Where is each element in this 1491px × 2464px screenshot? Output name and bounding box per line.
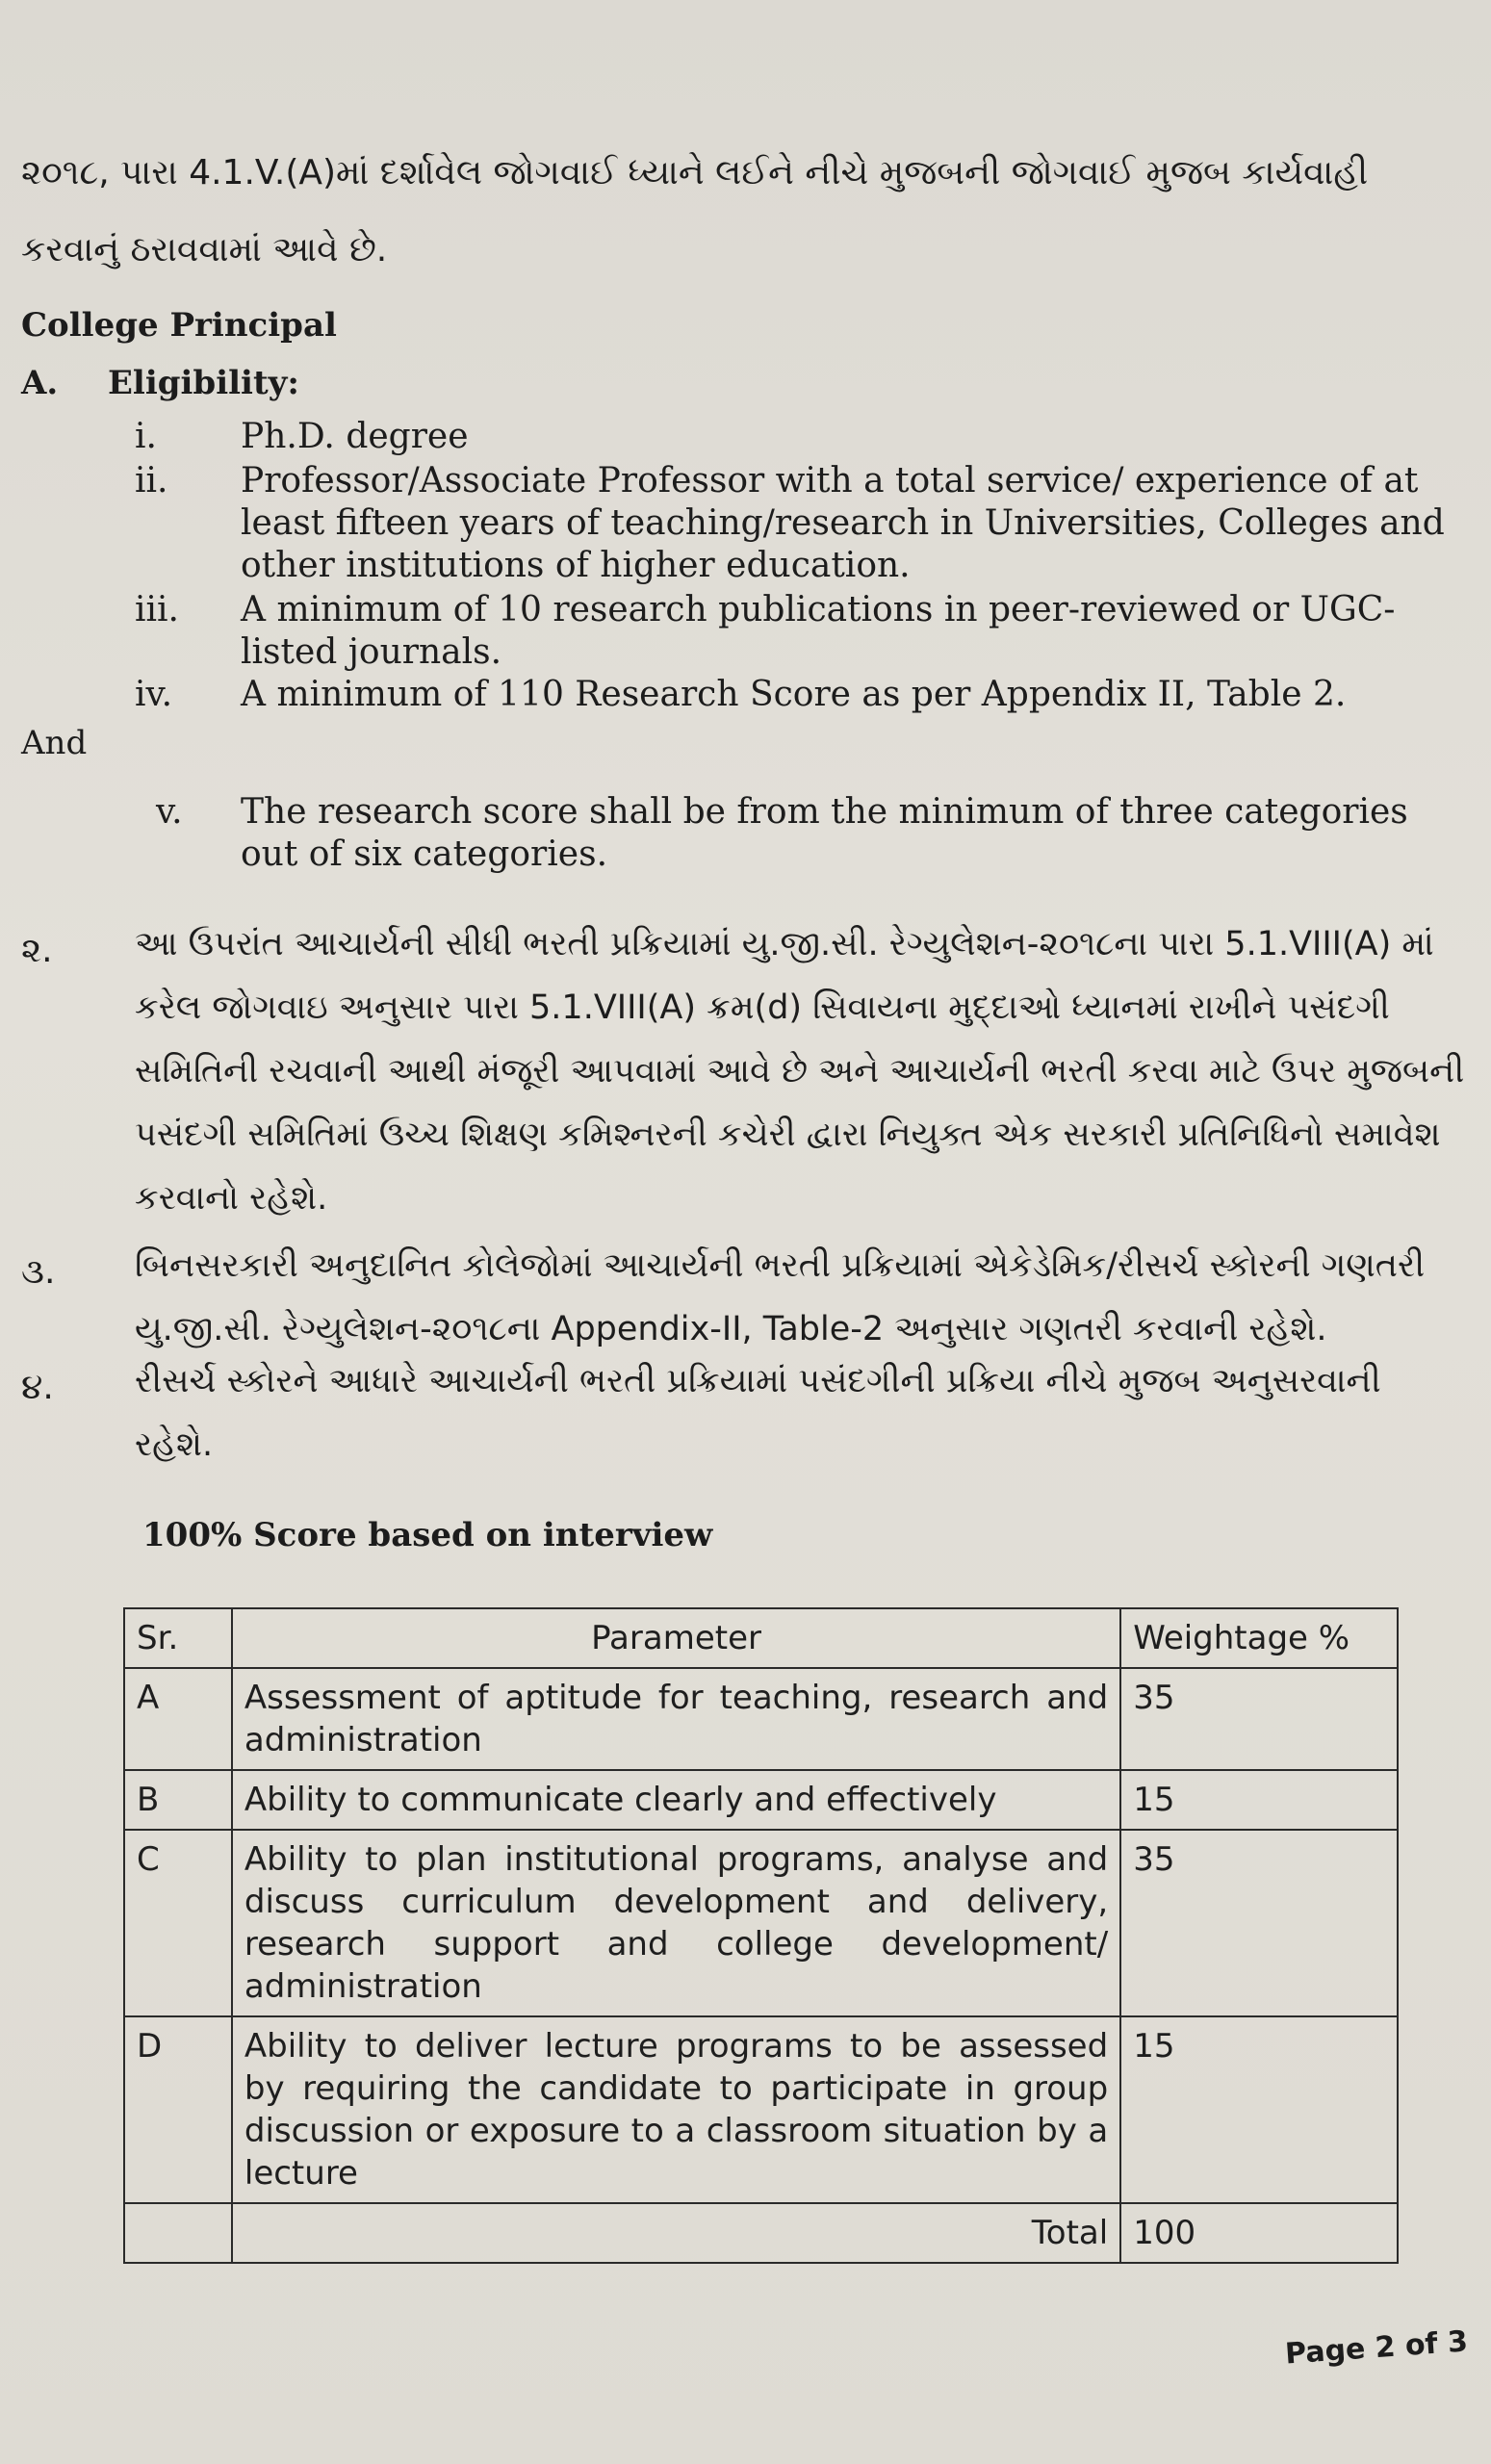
table-header-row: [124, 1608, 1398, 1668]
eligibility-label: A.: [21, 364, 59, 402]
cell-parameter: Assessment of aptitude for teaching, research and administration: [232, 1668, 1120, 1770]
and-connector: And: [21, 724, 88, 762]
cell-weightage: 15: [1120, 1770, 1398, 1830]
eligibility-item-text: A minimum of 10 research publications in peer-reviewed or UGC-listed journals.: [241, 590, 1396, 672]
total-value: 100: [1120, 2203, 1398, 2263]
table-row: [124, 1830, 1398, 2016]
header-sr: Sr.: [124, 1608, 232, 1668]
table-title: 100% Score based on interview: [142, 1516, 713, 1554]
paragraph-text: આ ઉપરાંત આચાર્યની સીધી ભરતી પ્રક્રિયામાં યુ.જી.સી. રેગ્યુલેશન-૨૦૧૮ના પારા 5.1.VIII(A) માં કરેલ જોગવાઇ અનુસાર પારા 5.1.VIII(A) ક્રમ(d) સિવાયના મુદ્દાઓ ધ્યાનમાં રાખીને પસંદગી સમિતિની રચવાની આથી મંજૂરી આપવામાં આવે છે અને આચાર્યની ભરતી કરવા માટે ઉપર મુજબની પસંદગી સમિતિમાં ઉચ્ચ શિક્ષણ કમિશ્નરની કચેરી દ્વારા નિયુક્ત એક સરકારી પ્રતિનિધિનો સમાવેશ કરવાનો રહેશે.: [135, 925, 1465, 1218]
intro-paragraph: [21, 135, 1455, 289]
eligibility-item: [135, 416, 1453, 458]
intro-line-1: ૨૦૧૮, પારા 4.1.V.(A)માં દર્શાવેલ જોગવાઈ ધ્યાને લઈને નીચે મુજબની જોગવાઈ મુજબ કાર્યવાહી: [21, 153, 1369, 192]
table-total-row: [124, 2203, 1398, 2263]
cell-sr-empty: [124, 2203, 232, 2263]
paragraph-number: ૨.: [21, 931, 53, 970]
cell-parameter: Ability to deliver lecture programs to be assessed by requiring the candidate to participate in group discussion or exposure to a classroom situation by a lecture: [232, 2016, 1120, 2203]
eligibility-title: Eligibility:: [108, 364, 299, 402]
header-weightage: Weightage %: [1120, 1608, 1398, 1668]
table-row: [124, 1770, 1398, 1830]
eligibility-item-text: The research score shall be from the minimum of three categories out of six categories.: [241, 792, 1408, 874]
cell-sr: A: [124, 1668, 232, 1770]
cell-sr: B: [124, 1770, 232, 1830]
eligibility-item-text: Ph.D. degree: [241, 417, 469, 456]
paragraph-4: [21, 1349, 1465, 1476]
cell-sr: D: [124, 2016, 232, 2203]
eligibility-item: [135, 460, 1453, 587]
table-row: [124, 1668, 1398, 1770]
eligibility-item-num: ii.: [135, 461, 168, 500]
eligibility-item-num: i.: [135, 417, 157, 456]
cell-weightage: 35: [1120, 1668, 1398, 1770]
cell-weightage: 35: [1120, 1830, 1398, 2016]
paragraph-number: ૩.: [21, 1252, 56, 1292]
eligibility-item-num: iii.: [135, 590, 179, 629]
eligibility-item-num: iv.: [135, 675, 173, 714]
paragraph-text: રીસર્ચ સ્કોરને આધારે આચાર્યની ભરતી પ્રક્રિયામાં પસંદગીની પ્રક્રિયા નીચે મુજબ અનુસરવાની રહેશે.: [135, 1362, 1381, 1464]
paragraph-number: ૪.: [21, 1368, 54, 1407]
paragraph-2: [21, 912, 1465, 1230]
paragraph-text: બિનસરકારી અનુદાનિત કોલેજોમાં આચાર્યની ભરતી પ્રક્રિયામાં એકેડેમિક/રીસર્ચ સ્કોરની ગણતરી યુ.જી.સી. રેગ્યુલેશન-૨૦૧૮ના Appendix-II, Table-2 અનુસાર ગણતરી કરવાની રહેશે.: [135, 1246, 1426, 1348]
paragraph-3: [21, 1234, 1465, 1361]
cell-weightage: 15: [1120, 2016, 1398, 2203]
total-label: Total: [232, 2203, 1120, 2263]
cell-sr: C: [124, 1830, 232, 2016]
eligibility-item: [135, 674, 1453, 716]
table-row: [124, 2016, 1398, 2203]
eligibility-item-text: Professor/Associate Professor with a total service/ experience of at least fifteen years of teaching/research in Universities, Colleges and other institutions of higher education.: [241, 461, 1445, 585]
eligibility-item-num: v.: [156, 792, 183, 832]
intro-line-2: કરવાનું ઠરાવવામાં આવે છે.: [21, 230, 388, 270]
page-number: Page 2 of 3: [1284, 2324, 1469, 2372]
eligibility-item-v: [156, 791, 1453, 876]
eligibility-item: [135, 589, 1453, 674]
header-parameter: Parameter: [232, 1608, 1120, 1668]
eligibility-item-text: A minimum of 110 Research Score as per Appendix II, Table 2.: [241, 675, 1347, 714]
score-table: [123, 1607, 1399, 2264]
cell-parameter: Ability to communicate clearly and effectively: [232, 1770, 1120, 1830]
cell-parameter: Ability to plan institutional programs, analyse and discuss curriculum development and delivery, research support and college development/ administration: [232, 1830, 1120, 2016]
section-title: College Principal: [21, 306, 337, 345]
